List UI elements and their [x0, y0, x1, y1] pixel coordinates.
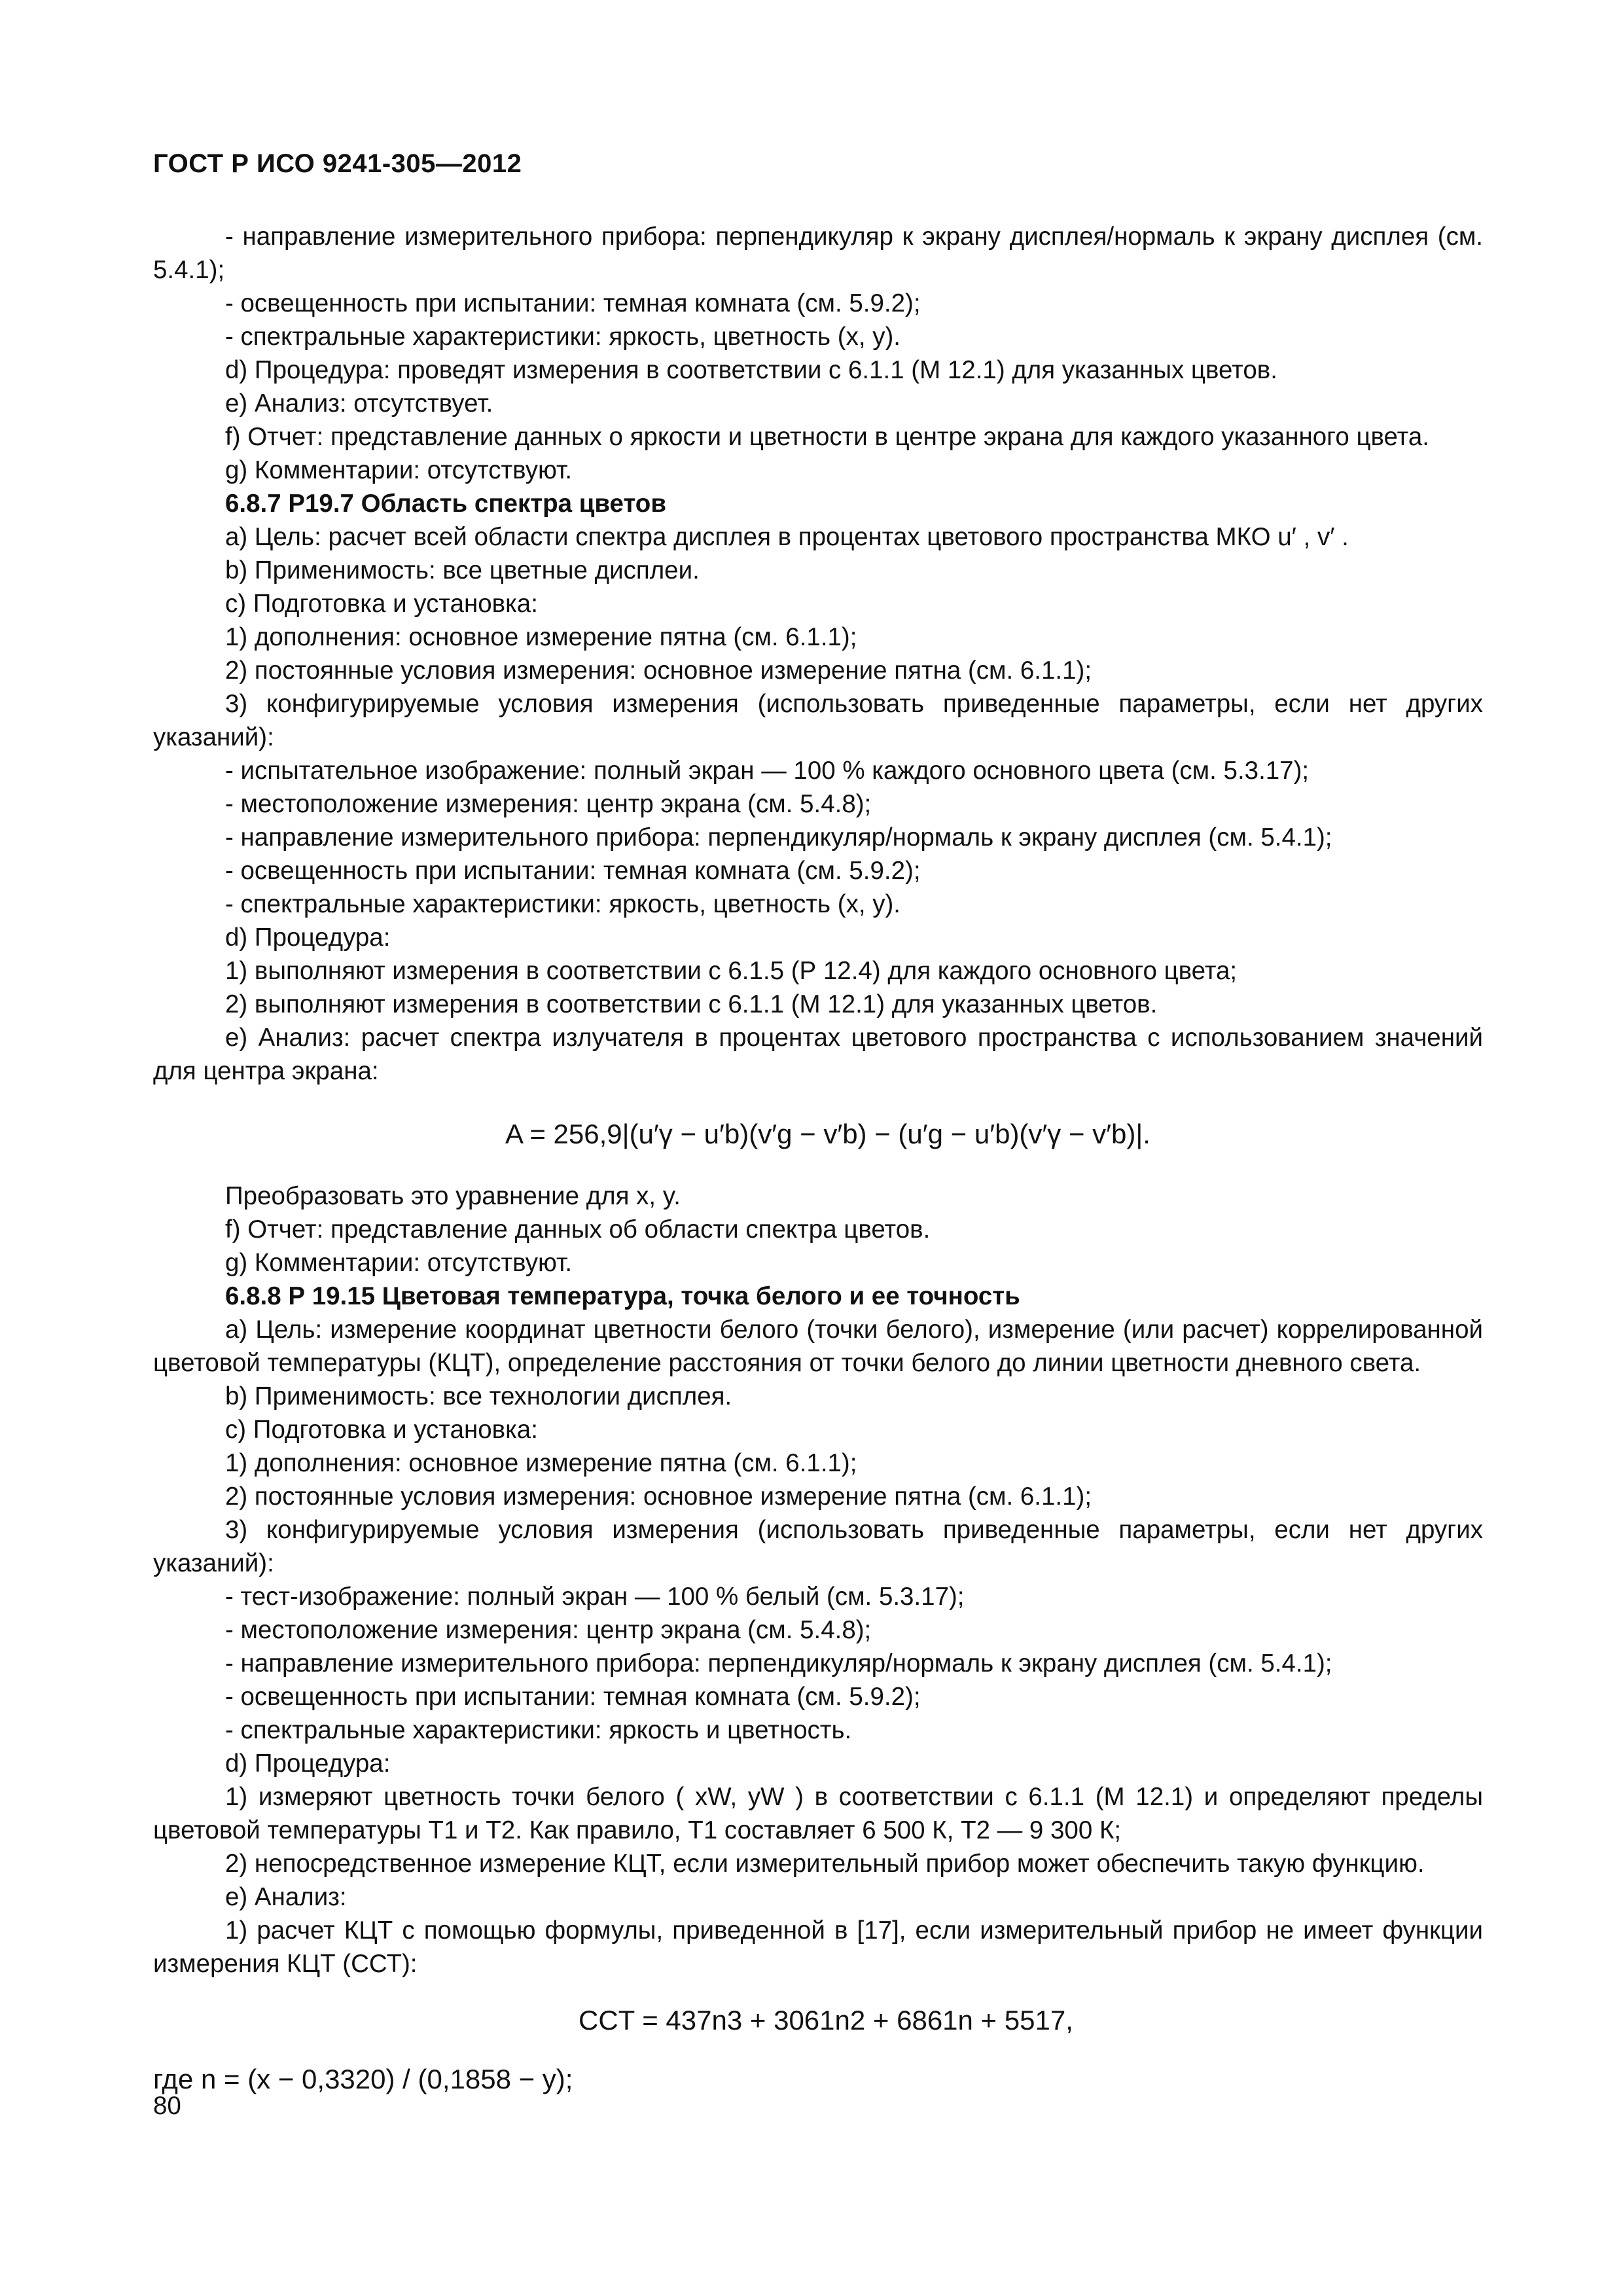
text-line: - испытательное изображение: полный экран — 100 % каждого основного цвета (см. 5.3.17);	[225, 757, 1310, 785]
text-line: 1) измеряют цветность точки белого ( xW, yW ) в соответствии с 6.1.1 (М 12.1) и определяют пределы цветовой температуры T1 и T2. Как правило, T1 составляет 6 500 К, T2 — 9 300 К;	[153, 1783, 1483, 1844]
text-line: 2) постоянные условия измерения: основное измерение пятна (см. 6.1.1);	[225, 1482, 1092, 1511]
text-line: d) Процедура: проведят измерения в соответствии с 6.1.1 (М 12.1) для указанных цветов.	[225, 356, 1277, 384]
text-line: 1) дополнения: основное измерение пятна (см. 6.1.1);	[225, 623, 857, 651]
section-heading: 6.8.7 Р19.7 Область спектра цветов	[225, 490, 666, 518]
text-line: - освещенность при испытании: темная комната (см. 5.9.2);	[225, 1683, 921, 1711]
text-line: - освещенность при испытании: темная комната (см. 5.9.2);	[225, 289, 921, 317]
text-line: - тест-изображение: полный экран — 100 % белый (см. 5.3.17);	[225, 1583, 965, 1611]
text-line: Преобразовать это уравнение для x, y.	[225, 1182, 681, 1210]
text-line: 2) постоянные условия измерения: основное измерение пятна (см. 6.1.1);	[225, 656, 1092, 685]
text-line: 1) расчет КЦТ с помощью формулы, приведенной в [17], если измерительный прибор не имеет функции измерения КЦТ (ССТ):	[153, 1916, 1483, 1978]
text-line: 2) непосредственное измерение КЦТ, если измерительный прибор может обеспечить такую функцию.	[225, 1850, 1425, 1878]
formula-f1: A = 256,9|(u′γ − u′b)(v′g − v′b) − (u′g − u′b)(v′γ − v′b)|.	[505, 1118, 1150, 1149]
text-line: 3) конфигурируемые условия измерения (использовать приведенные параметры, если нет других указаний):	[153, 690, 1483, 751]
text-line: f) Отчет: представление данных о яркости и цветности в центре экрана для каждого указанного цвета.	[225, 423, 1429, 451]
text-line: a) Цель: измерение координат цветности белого (точки белого), измерение (или расчет) коррелированной цветовой температуры (КЦТ), определение расстояния от точки белого до линии цветности дневного света.	[153, 1316, 1483, 1377]
text-line: 2) выполняют измерения в соответствии с 6.1.1 (М 12.1) для указанных цветов.	[225, 990, 1158, 1018]
text-line: f) Отчет: представление данных об области спектра цветов.	[225, 1215, 931, 1244]
text-line: b) Применимость: все технологии дисплея.	[225, 1382, 732, 1410]
section-heading: 6.8.8 Р 19.15 Цветовая температура, точка белого и ее точность	[225, 1282, 1020, 1310]
text-line: - спектральные характеристики: яркость и цветность.	[225, 1716, 852, 1744]
text-line: - спектральные характеристики: яркость, цветность (x, y).	[225, 323, 901, 351]
text-line: 1) дополнения: основное измерение пятна (см. 6.1.1);	[225, 1449, 857, 1477]
text-line: 1) выполняют измерения в соответствии с 6.1.5 (Р 12.4) для каждого основного цвета;	[225, 957, 1238, 985]
text-line: d) Процедура:	[225, 924, 391, 952]
text-line: - направление измерительного прибора: перпендикуляр к экрану дисплея/нормаль к экрану дисплея (см. 5.4.1);	[153, 223, 1483, 284]
text-line: e) Анализ:	[225, 1883, 347, 1911]
text-line: g) Комментарии: отсутствуют.	[225, 456, 573, 484]
document-body	[153, 220, 1483, 2098]
document-header: ГОСТ Р ИСО 9241-305—2012	[153, 149, 522, 178]
text-line: 3) конфигурируемые условия измерения (использовать приведенные параметры, если нет других указаний):	[153, 1516, 1483, 1577]
text-line: a) Цель: расчет всей области спектра дисплея в процентах цветового пространства МКО u′ , v′ .	[225, 523, 1349, 551]
text-line: b) Применимость: все цветные дисплеи.	[225, 556, 700, 584]
formula-f3: где n = (x − 0,3320) / (0,1858 − y);	[153, 2063, 573, 2094]
text-line: c) Подготовка и установка:	[225, 1416, 538, 1444]
text-line: - местоположение измерения: центр экрана (см. 5.4.8);	[225, 790, 872, 818]
text-line: - освещенность при испытании: темная комната (см. 5.9.2);	[225, 857, 921, 885]
text-line: c) Подготовка и установка:	[225, 590, 538, 618]
text-line: e) Анализ: отсутствует.	[225, 389, 493, 418]
text-line: d) Процедура:	[225, 1749, 391, 1778]
text-line: - направление измерительного прибора: перпендикуляр/нормаль к экрану дисплея (см. 5.4.1);	[225, 823, 1332, 852]
text-line: e) Анализ: расчет спектра излучателя в процентах цветового пространства с использованием значений для центра экрана:	[153, 1024, 1483, 1085]
formula-f2: CCT = 437n3 + 3061n2 + 6861n + 5517,	[579, 2004, 1073, 2036]
text-line: - спектральные характеристики: яркость, цветность (x, y).	[225, 890, 901, 918]
page-number: 80	[153, 2092, 181, 2120]
text-line: g) Комментарии: отсутствуют.	[225, 1249, 573, 1277]
text-line: - направление измерительного прибора: перпендикуляр/нормаль к экрану дисплея (см. 5.4.1);	[225, 1649, 1332, 1677]
text-line: - местоположение измерения: центр экрана (см. 5.4.8);	[225, 1616, 872, 1644]
